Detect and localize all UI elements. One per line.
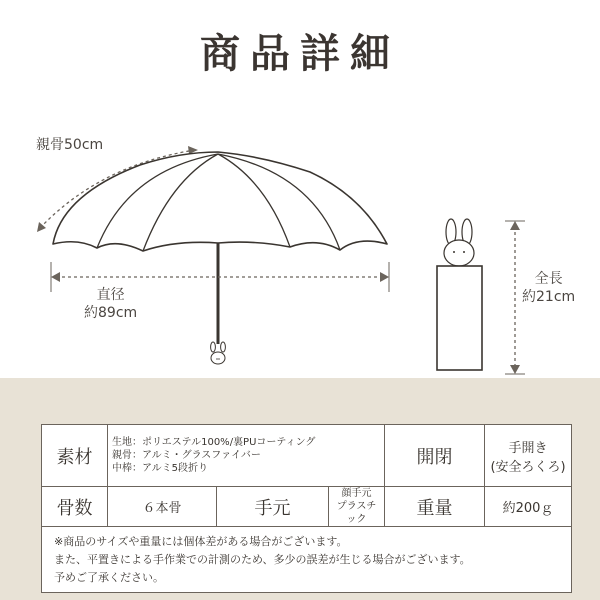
material-label: 素材 [42,425,108,487]
umbrella-canopy [53,152,387,251]
opening-value: 手開き (安全ろくろ) [485,425,572,487]
table-row [42,527,572,593]
folded-umbrella [437,219,482,370]
table-row [42,487,572,527]
diameter-label-value: 約89cm [84,305,138,321]
weight-label: 重量 [385,487,485,527]
handle-label: 手元 [217,487,329,527]
ribs-value: ６本骨 [108,487,217,527]
spec-table [41,424,572,593]
ribs-label: 骨数 [42,487,108,527]
length-arrow-top [510,221,520,230]
diameter-label [84,286,137,322]
weight-value: 約200ｇ [485,487,572,527]
length-label-title: 全長 [534,271,563,287]
length-label-value: 約21cm [522,289,576,305]
length-arrow-bottom [510,365,520,374]
handle-value: 顔手元 プラスチック [329,487,385,527]
length-label [522,270,575,306]
material-value: 生地：ポリエステル100%/裏PUコーティング 親骨：アルミ・グラスファイバー 中棒：アルミ5段折り [108,425,385,487]
page-title: 商品詳細 [200,31,400,77]
diameter-arrow-left [51,272,60,282]
opening-label: 開閉 [385,425,485,487]
notes: ※商品のサイズや重量には個体差がある場合がございます。 また、平置きによる手作業での計測のため、多少の誤差が生じる場合がございます。 予めご了承ください。 [42,527,572,593]
bunny-handle [211,342,226,364]
table-row [42,425,572,487]
diameter-arrow-right [380,272,389,282]
rib-length-label: 親骨50cm [36,137,104,153]
diameter-label-title: 直径 [96,287,125,303]
